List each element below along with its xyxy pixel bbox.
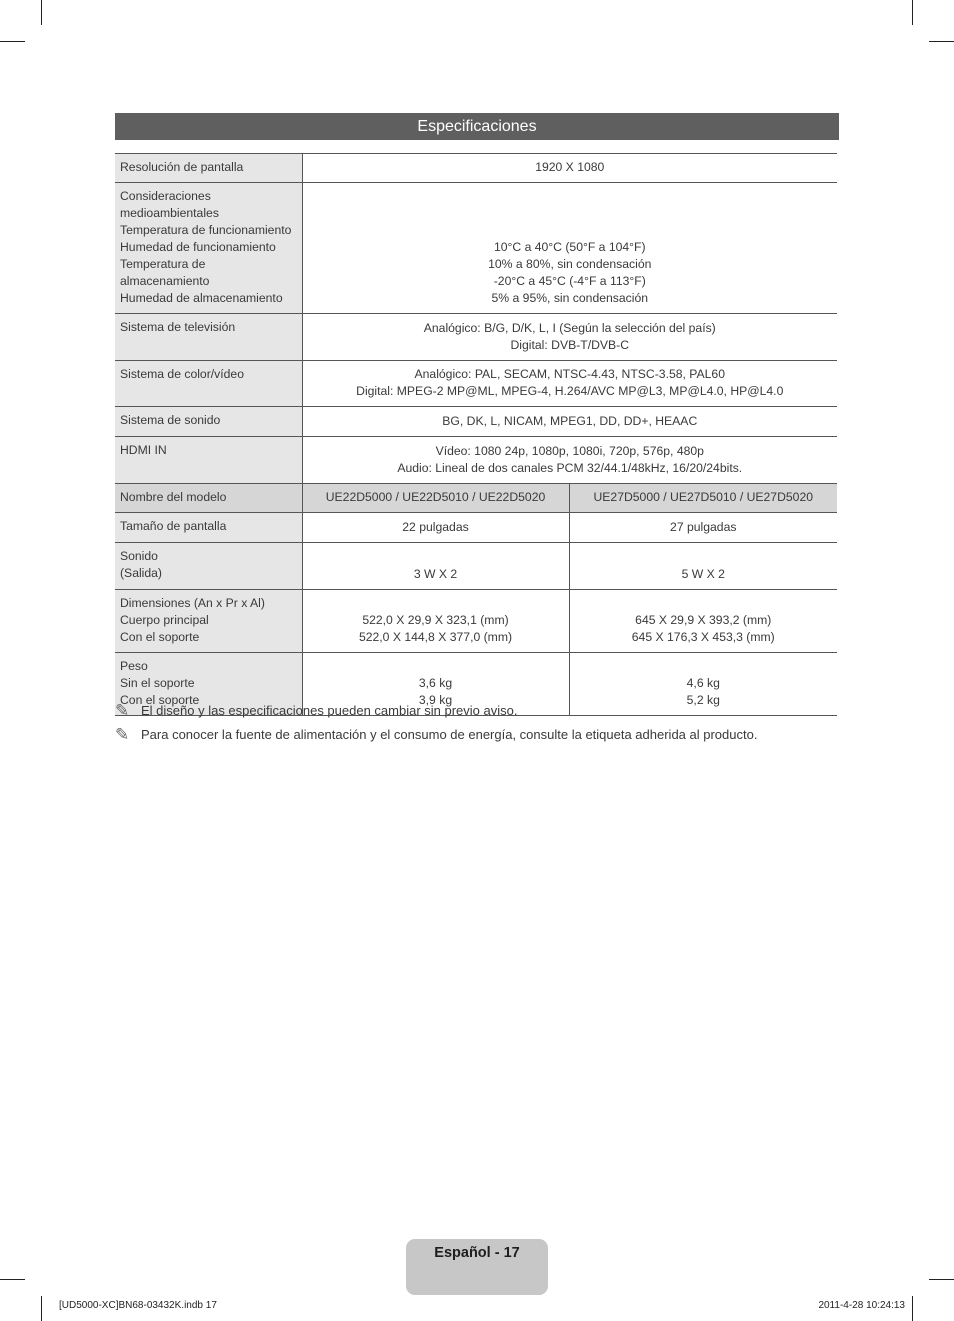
table-row [115,154,837,183]
crop-mark [41,0,42,25]
cell-line: 1920 X 1080 [535,160,605,174]
row-label [115,590,302,653]
cell-line: 10°C a 40°C (50°F a 104°F) [493,240,646,254]
cell-line: 645 X 29,9 X 393,2 (mm) [635,613,772,627]
cell-line: 3 W X 2 [413,567,458,581]
cell-line: (Salida) [120,566,162,580]
cell-line: 3,6 kg [418,676,453,690]
row-value-1 [302,590,569,653]
table-row [115,407,837,437]
table-row [115,314,837,361]
cell-line: 3,9 kg [418,693,453,707]
cell-line: Temperatura de funcionamiento [120,223,292,237]
table-row [115,437,837,484]
table-row [115,513,837,543]
cell-line: Tamaño de pantalla [120,519,227,533]
row-label [115,513,302,543]
cell-line: Humedad de almacenamiento [120,291,283,305]
cell-line: Analógico: PAL, SECAM, NTSC-4.43, NTSC-3.58, PAL60 [414,367,725,381]
cell-line: Peso [120,659,148,673]
model-col-2: UE27D5000 / UE27D5010 / UE27D5020 [569,484,837,513]
model-col-1: UE22D5000 / UE22D5010 / UE22D5020 [302,484,569,513]
cell-line: Humedad de funcionamiento [120,240,276,254]
cell-line: Cuerpo principal [120,613,209,627]
table-row [115,361,837,407]
page-label: Español - 17 [434,1245,520,1261]
cell-line: 4,6 kg [686,676,720,690]
cell-line: Dimensiones (An x Pr x Al) [120,596,265,610]
cell-line: 645 X 176,3 X 453,3 (mm) [631,630,775,644]
row-label [115,183,302,314]
model-label: Nombre del modelo [115,484,302,513]
notes [115,702,757,750]
row-label [115,154,302,183]
cell-line: 5 W X 2 [681,567,725,581]
row-value-1 [302,513,569,543]
row-value-2 [569,590,837,653]
row-label [115,543,302,590]
section-title: Especificaciones [115,113,839,140]
cell-line: -20°C a 45°C (-4°F a 113°F) [493,274,646,288]
cell-line: 27 pulgadas [670,519,737,534]
row-value [302,314,837,361]
row-label [115,314,302,361]
note-text: El diseño y las especificaciones pueden cambiar sin previo aviso. [141,703,518,718]
note-text: Para conocer la fuente de alimentación y el consumo de energía, consulte la etiqueta adherida al producto. [141,727,758,742]
crop-mark [929,1279,954,1280]
row-value-2 [569,543,837,590]
crop-mark [0,1279,25,1280]
note-item [115,702,757,719]
cell-line: Sonido [120,549,158,563]
pencil-note-icon: ✎ [115,701,130,720]
crop-mark [912,0,913,25]
crop-mark [0,41,25,42]
cell-line: Audio: Lineal de dos canales PCM 32/44.1/48kHz, 16/20/24bits. [397,461,743,475]
row-value [302,361,837,407]
row-value [302,407,837,437]
page-number-tab [406,1239,548,1295]
row-value [302,437,837,484]
cell-line: Vídeo: 1080 24p, 1080p, 1080i, 720p, 576p, 480p [435,444,704,458]
cell-line: Analógico: B/G, D/K, L, I (Según la selección del país) [423,321,716,335]
cell-line: Resolución de pantalla [120,160,244,174]
cell-line: 522,0 X 144,8 X 377,0 (mm) [358,630,513,644]
note-item [115,726,757,743]
table-row [115,590,837,653]
table-row [115,183,837,314]
cell-line: Consideraciones [120,189,211,203]
spec-table [115,153,837,716]
crop-mark [41,1296,42,1321]
pencil-note-icon: ✎ [115,725,130,744]
cell-line: 5% a 95%, sin condensación [491,291,649,305]
cell-line: 10% a 80%, sin condensación [488,257,652,271]
row-label [115,407,302,437]
file-info: [UD5000-XC]BN68-03432K.indb 17 [59,1300,217,1311]
cell-line: Digital: MPEG-2 MP@ML, MPEG-4, H.264/AVC MP@L3, MP@L4.0, HP@L4.0 [356,384,784,398]
model-header-row [115,484,837,513]
cell-line: 522,0 X 29,9 X 323,1 (mm) [362,613,509,627]
cell-line: Con el soporte [120,630,200,644]
row-label [115,361,302,407]
row-value-2 [569,513,837,543]
cell-line: Temperatura de almacenamiento [120,257,210,288]
cell-line: Sistema de color/vídeo [120,367,244,381]
row-value [302,154,837,183]
cell-line: Sistema de sonido [120,413,221,427]
row-label [115,437,302,484]
crop-mark [929,41,954,42]
row-value-1 [302,543,569,590]
cell-line: Sin el soporte [120,676,195,690]
cell-line: Con el soporte [120,693,200,707]
cell-line: medioambientales [120,206,219,220]
cell-line: Sistema de televisión [120,320,236,334]
cell-line: Digital: DVB-T/DVB-C [510,338,630,352]
cell-line: HDMI IN [120,443,167,457]
table-row [115,543,837,590]
timestamp: 2011-4-28 10:24:13 [818,1300,905,1311]
crop-mark [912,1296,913,1321]
cell-line: 22 pulgadas [402,519,469,534]
cell-line: BG, DK, L, NICAM, MPEG1, DD, DD+, HEAAC [442,413,698,428]
cell-line: 5,2 kg [686,693,720,707]
row-value [302,183,837,314]
